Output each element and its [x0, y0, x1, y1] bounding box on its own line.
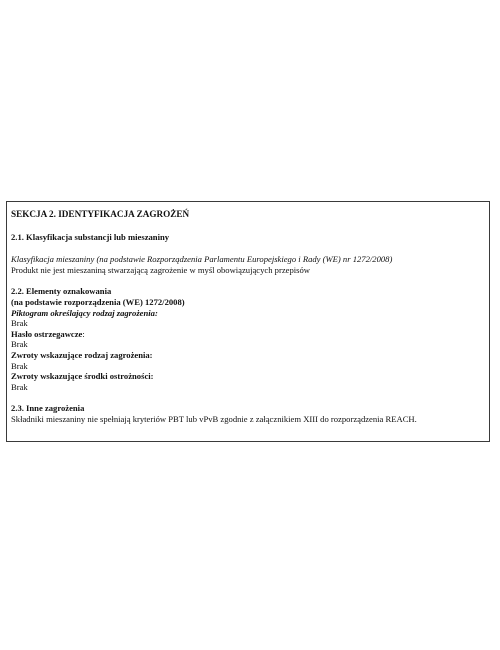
hazard-statements-value: Brak — [11, 360, 28, 371]
precautionary-statements-label: Zwroty wskazujące środki ostrożności: — [11, 371, 154, 382]
signal-word-label: Hasło ostrzegawcze — [11, 328, 83, 339]
hazard-statements-label: Zwroty wskazujące rodzaj zagrożenia: — [11, 349, 153, 360]
other-hazards-text: Składniki mieszaniny nie spełniają kryteriów PBT lub vPvB zgodnie z załącznikiem XIII do rozporządzenia REACH. — [11, 413, 417, 424]
classification-italic-label: Klasyfikacja mieszaniny (na podstawie Rozporządzenia Parlamentu Europejskiego i Rady (WE) nr 1272/2008) — [11, 254, 393, 265]
other-hazards-heading: 2.3. Inne zagrożenia — [11, 403, 85, 414]
pictogram-label: Piktogram określający rodzaj zagrożenia: — [11, 307, 158, 318]
signal-word-row — [11, 329, 487, 340]
signal-word-value: Brak — [11, 339, 28, 350]
label-elements-heading: 2.2. Elementy oznakowania — [11, 286, 112, 297]
classification-heading: 2.1. Klasyfikacja substancji lub mieszaniny — [11, 231, 170, 242]
classification-text: Produkt nie jest mieszaniną stwarzającą zagrożenie w myśl obowiązujących przepisów — [11, 264, 310, 275]
label-elements-subheading: (na podstawie rozporządzenia (WE) 1272/2008) — [11, 296, 185, 307]
section-content — [11, 209, 487, 425]
precautionary-statements-value: Brak — [11, 381, 28, 392]
pictogram-value: Brak — [11, 318, 28, 329]
section-title: SEKCJA 2. IDENTYFIKACJA ZAGROŻEŃ — [11, 209, 190, 219]
signal-word-colon: : — [82, 328, 85, 339]
